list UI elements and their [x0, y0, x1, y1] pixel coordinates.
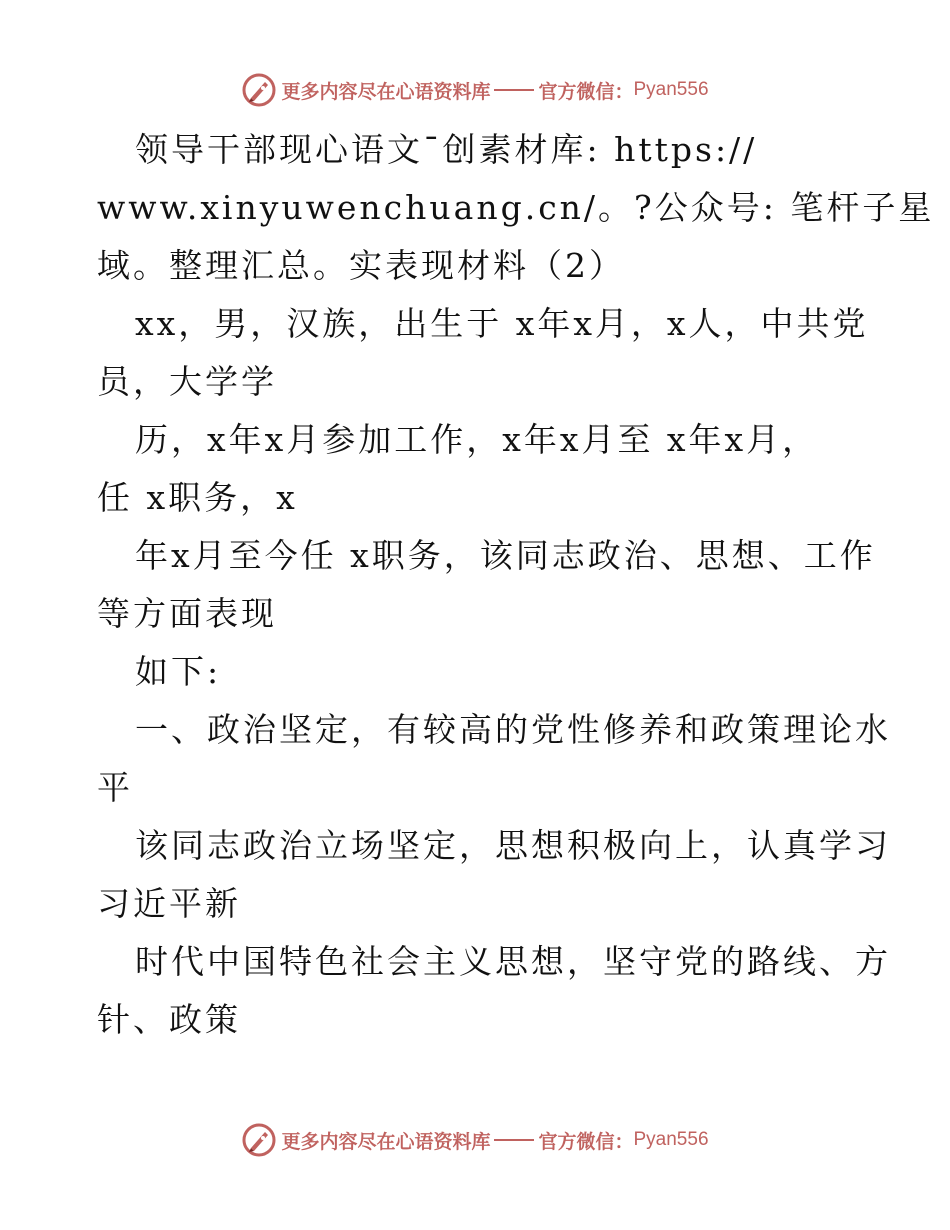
section-heading: 一、政治坚定，有较高的党性修养和政策理论水	[135, 710, 891, 749]
text-line: 年x月至今任 x职务，该同志政治、思想、工作	[135, 536, 876, 575]
text-line: 如下:	[135, 652, 222, 691]
watermark-wechat-label: 官方微信：	[538, 80, 634, 103]
text-line: xx，男，汉族，出生于 x年x月，x人，中共党	[135, 304, 869, 343]
text-line: 域。整理汇总。实表现材料（2）	[97, 246, 625, 285]
text-line: 时代中国特色社会主义思想，坚守党的路线、方	[135, 942, 891, 981]
watermark-wechat-label: 官方微信：	[538, 1130, 634, 1153]
text-line: 历，x年x月参加工作，x年x月至 x年x月，	[135, 420, 819, 459]
section-heading-continuation: 平	[97, 768, 133, 807]
watermark-wechat-id: Pyan556	[633, 1129, 709, 1150]
text-line: 等方面表现	[97, 594, 277, 633]
watermark-text: 更多内容尽在心语资料库	[281, 80, 491, 103]
watermark-dash	[494, 1139, 534, 1141]
text-line: 领导干部现心语文¯创素材库: https://	[135, 130, 758, 169]
text-line: 针、政策	[97, 1000, 241, 1039]
text-line: 员，大学学	[97, 362, 277, 401]
text-line: 任 x职务，x	[97, 478, 298, 517]
pen-logo-icon	[241, 72, 277, 108]
watermark-wechat-id: Pyan556	[633, 79, 709, 100]
footer-watermark	[0, 1120, 950, 1160]
header-watermark	[0, 70, 950, 110]
text-line: 习近平新	[97, 884, 241, 923]
text-line: www.xinyuwenchuang.cn/。?公众号: 笔杆子星	[97, 188, 935, 227]
text-line: 该同志政治立场坚定，思想积极向上，认真学习	[135, 826, 891, 865]
watermark-text: 更多内容尽在心语资料库	[281, 1130, 491, 1153]
watermark-dash	[494, 89, 534, 91]
pen-logo-icon	[241, 1122, 277, 1158]
